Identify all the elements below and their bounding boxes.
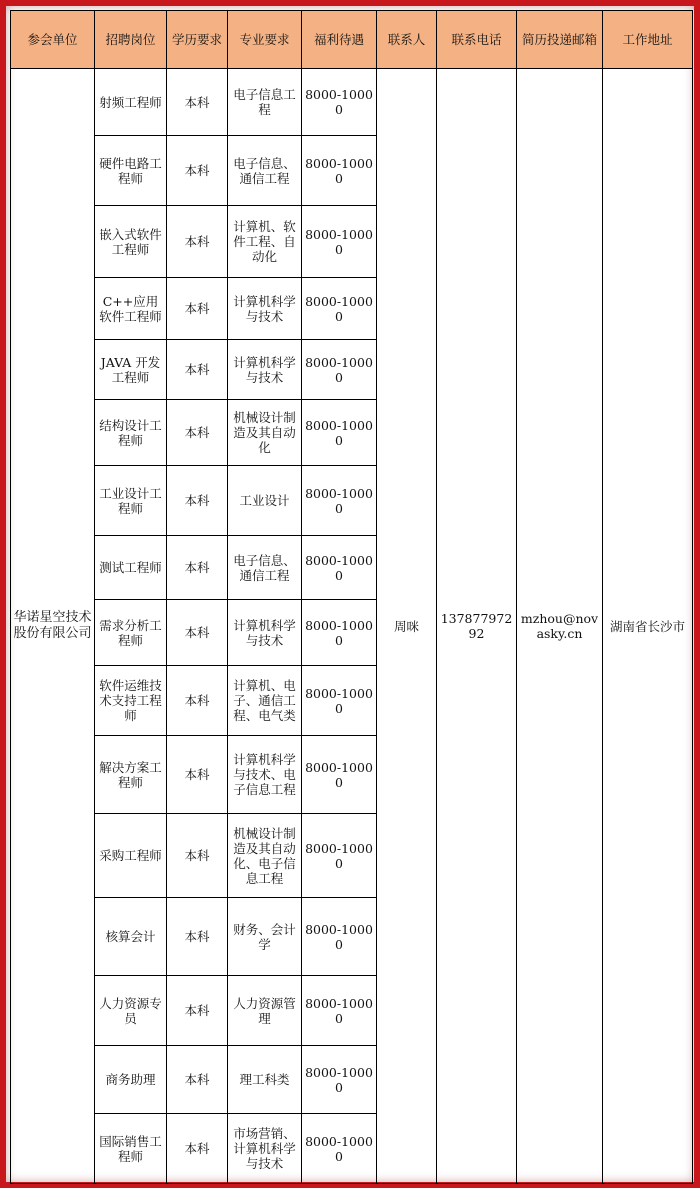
major-cell: 财务、会计学 — [228, 898, 302, 976]
education-cell: 本科 — [167, 206, 228, 278]
header-contact: 联系人 — [377, 11, 437, 69]
contact-cell: 周咪 — [377, 69, 437, 1184]
header-company: 参会单位 — [11, 11, 95, 69]
email-cell: mzhou@novasky.cn — [517, 69, 603, 1184]
salary-cell: 8000-10000 — [302, 466, 377, 536]
salary-cell: 8000-10000 — [302, 136, 377, 206]
salary-cell: 8000-10000 — [302, 206, 377, 278]
major-cell: 理工科类 — [228, 1046, 302, 1114]
salary-cell: 8000-10000 — [302, 278, 377, 340]
salary-cell: 8000-10000 — [302, 340, 377, 400]
header-position: 招聘岗位 — [95, 11, 167, 69]
position-cell: 软件运维技术支持工程师 — [95, 666, 167, 736]
education-cell: 本科 — [167, 600, 228, 666]
major-cell: 电子信息工程 — [228, 69, 302, 136]
major-cell: 计算机、软件工程、自动化 — [228, 206, 302, 278]
header-major: 专业要求 — [228, 11, 302, 69]
job-fair-sheet — [6, 6, 694, 1182]
position-cell: 采购工程师 — [95, 814, 167, 898]
table-row — [11, 69, 693, 136]
position-cell: 射频工程师 — [95, 69, 167, 136]
education-cell: 本科 — [167, 976, 228, 1046]
position-cell: 人力资源专员 — [95, 976, 167, 1046]
position-cell: 工业设计工程师 — [95, 466, 167, 536]
major-cell: 市场营销、计算机科学与技术 — [228, 1114, 302, 1184]
education-cell: 本科 — [167, 814, 228, 898]
education-cell: 本科 — [167, 1046, 228, 1114]
education-cell: 本科 — [167, 69, 228, 136]
phone-cell: 13787797292 — [437, 69, 517, 1184]
education-cell: 本科 — [167, 536, 228, 600]
header-email: 简历投递邮箱 — [517, 11, 603, 69]
education-cell: 本科 — [167, 466, 228, 536]
education-cell: 本科 — [167, 736, 228, 814]
position-cell: 嵌入式软件工程师 — [95, 206, 167, 278]
position-cell: 需求分析工程师 — [95, 600, 167, 666]
salary-cell: 8000-10000 — [302, 736, 377, 814]
salary-cell: 8000-10000 — [302, 898, 377, 976]
major-cell: 计算机、电子、通信工程、电气类 — [228, 666, 302, 736]
salary-cell: 8000-10000 — [302, 976, 377, 1046]
major-cell: 计算机科学与技术 — [228, 600, 302, 666]
salary-cell: 8000-10000 — [302, 814, 377, 898]
education-cell: 本科 — [167, 1114, 228, 1184]
salary-cell: 8000-10000 — [302, 1046, 377, 1114]
major-cell: 计算机科学与技术 — [228, 278, 302, 340]
header-address: 工作地址 — [603, 11, 693, 69]
position-cell: C++应用软件工程师 — [95, 278, 167, 340]
salary-cell: 8000-10000 — [302, 666, 377, 736]
position-cell: 解决方案工程师 — [95, 736, 167, 814]
table-body — [11, 69, 693, 1184]
address-cell: 湖南省长沙市 — [603, 69, 693, 1184]
position-cell: 测试工程师 — [95, 536, 167, 600]
position-cell: 核算会计 — [95, 898, 167, 976]
major-cell: 计算机科学与技术、电子信息工程 — [228, 736, 302, 814]
position-cell: 国际销售工程师 — [95, 1114, 167, 1184]
header-row — [11, 11, 693, 69]
major-cell: 机械设计制造及其自动化 — [228, 400, 302, 466]
salary-cell: 8000-10000 — [302, 536, 377, 600]
education-cell: 本科 — [167, 666, 228, 736]
position-cell: JAVA 开发工程师 — [95, 340, 167, 400]
major-cell: 电子信息、通信工程 — [228, 136, 302, 206]
recruitment-table — [10, 10, 693, 1184]
education-cell: 本科 — [167, 898, 228, 976]
company-name-cell: 华诺星空技术股份有限公司 — [11, 69, 95, 1184]
major-cell: 电子信息、通信工程 — [228, 536, 302, 600]
position-cell: 硬件电路工程师 — [95, 136, 167, 206]
salary-cell: 8000-10000 — [302, 400, 377, 466]
header-phone: 联系电话 — [437, 11, 517, 69]
salary-cell: 8000-10000 — [302, 600, 377, 666]
position-cell: 商务助理 — [95, 1046, 167, 1114]
major-cell: 人力资源管理 — [228, 976, 302, 1046]
position-cell: 结构设计工程师 — [95, 400, 167, 466]
salary-cell: 8000-10000 — [302, 69, 377, 136]
education-cell: 本科 — [167, 340, 228, 400]
education-cell: 本科 — [167, 136, 228, 206]
major-cell: 计算机科学与技术 — [228, 340, 302, 400]
major-cell: 工业设计 — [228, 466, 302, 536]
salary-cell: 8000-10000 — [302, 1114, 377, 1184]
major-cell: 机械设计制造及其自动化、电子信息工程 — [228, 814, 302, 898]
header-salary: 福利待遇 — [302, 11, 377, 69]
education-cell: 本科 — [167, 278, 228, 340]
education-cell: 本科 — [167, 400, 228, 466]
header-education: 学历要求 — [167, 11, 228, 69]
